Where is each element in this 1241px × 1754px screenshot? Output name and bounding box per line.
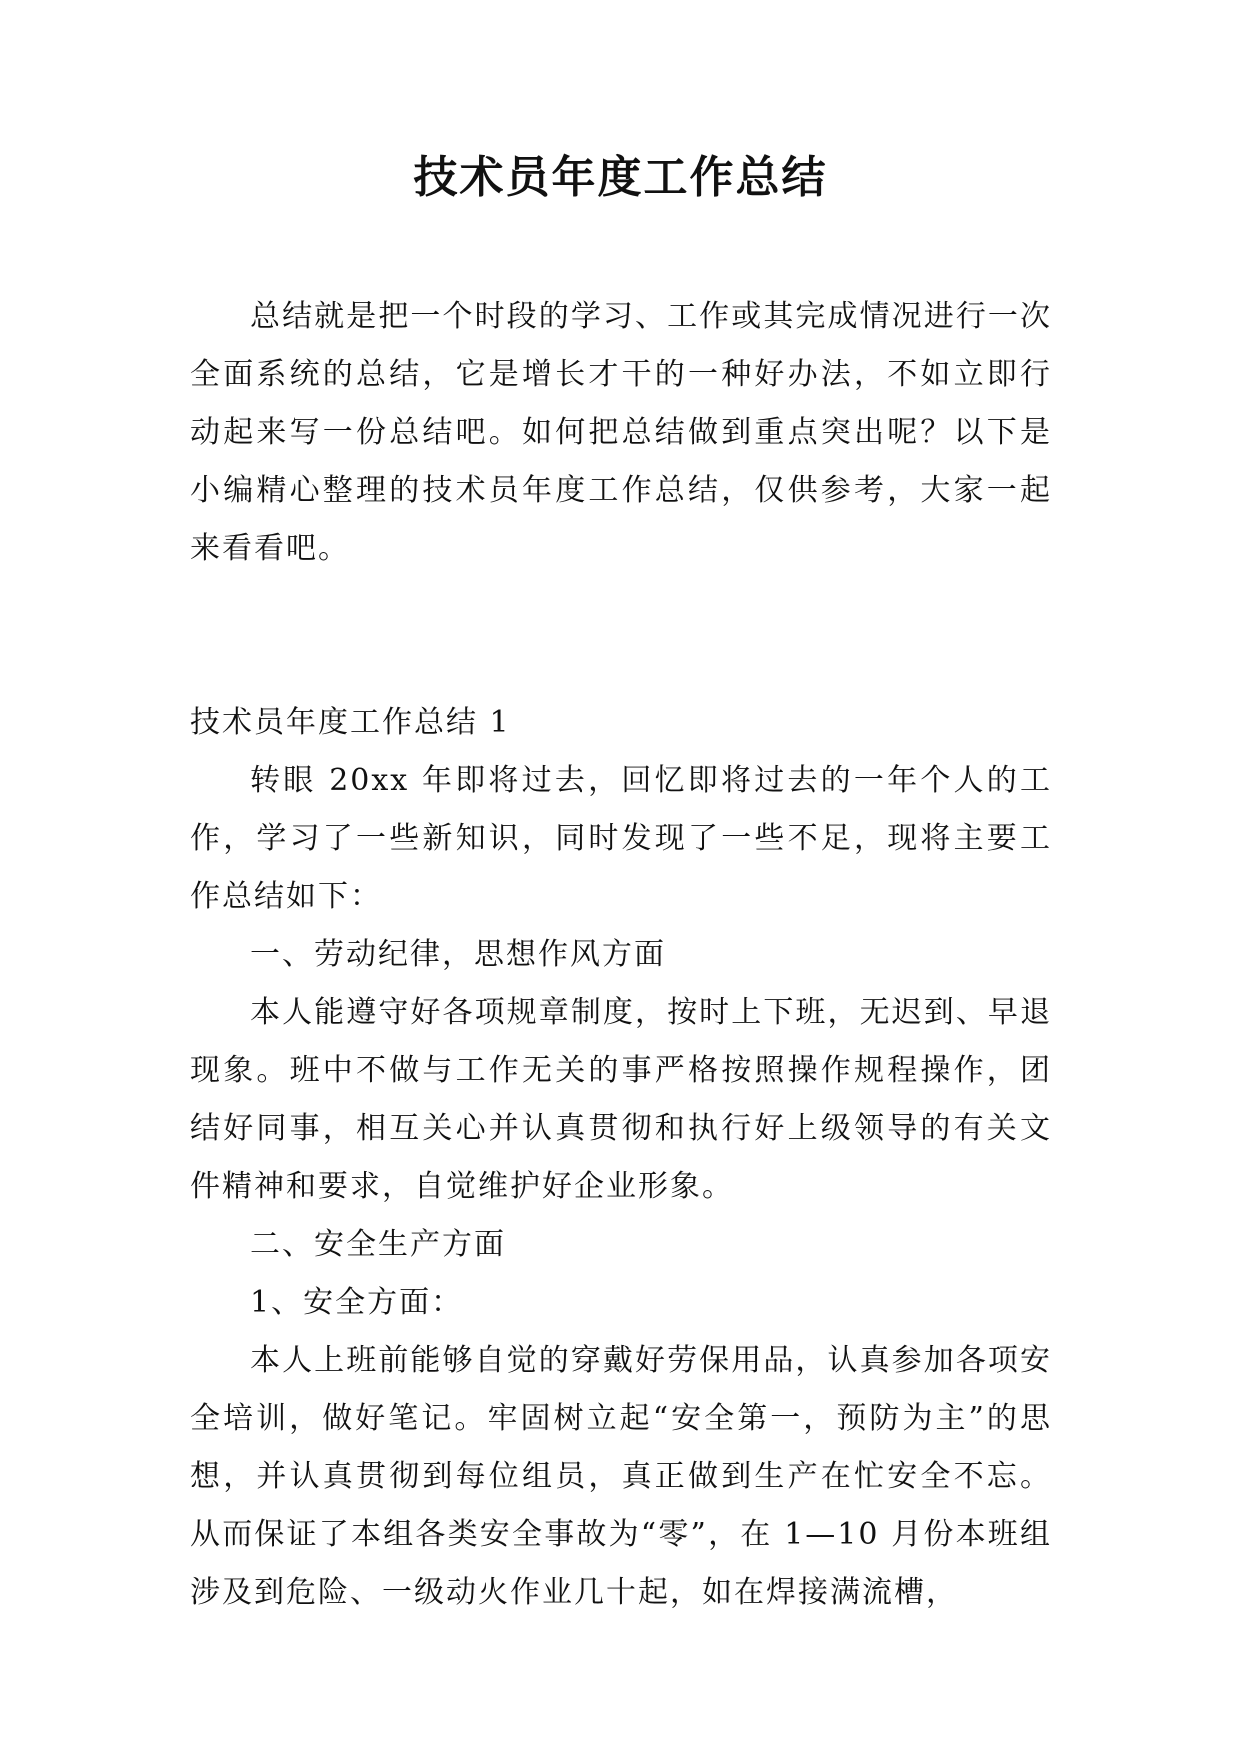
subheading-labor-discipline: 一、劳动纪律，思想作风方面 [250,937,666,972]
body-paragraph: 本人上班前能够自觉的穿戴好劳保用品，认真参加各项安全培训，做好笔记。牢固树立起“安全第一，预防为主”的思想，并认真贯彻到每位组员，真正做到生产在忙安全不忘。从而保证了本组各类安全事故为“零”，在 1—10 月份本班组涉及到危险、一级动火作业几十起，如在焊接满流槽， [190,1343,1052,1610]
section-heading: 技术员年度工作总结 1 [190,705,511,740]
document-title: 技术员年度工作总结 [413,152,828,203]
intro-paragraph: 总结就是把一个时段的学习、工作或其完成情况进行一次全面系统的总结，它是增长才干的一种好办法，不如立即行动起来写一份总结吧。如何把总结做到重点突出呢？以下是小编精心整理的技术员年度工作总结，仅供参考，大家一起来看看吧。 [190,299,1052,566]
body-paragraph: 本人能遵守好各项规章制度，按时上下班，无迟到、早退现象。班中不做与工作无关的事严格按照操作规程操作，团结好同事，相互关心并认真贯彻和执行好上级领导的有关文件精神和要求，自觉维护好企业形象。 [190,995,1052,1204]
subheading-safety: 1、安全方面： [250,1285,464,1320]
document-body [190,288,1052,1622]
section-spacer [190,578,1052,694]
subheading-safety-production: 二、安全生产方面 [250,1227,506,1262]
body-paragraph: 转眼 20xx 年即将过去，回忆即将过去的一年个人的工作，学习了一些新知识，同时发现了一些不足，现将主要工作总结如下： [190,763,1052,914]
